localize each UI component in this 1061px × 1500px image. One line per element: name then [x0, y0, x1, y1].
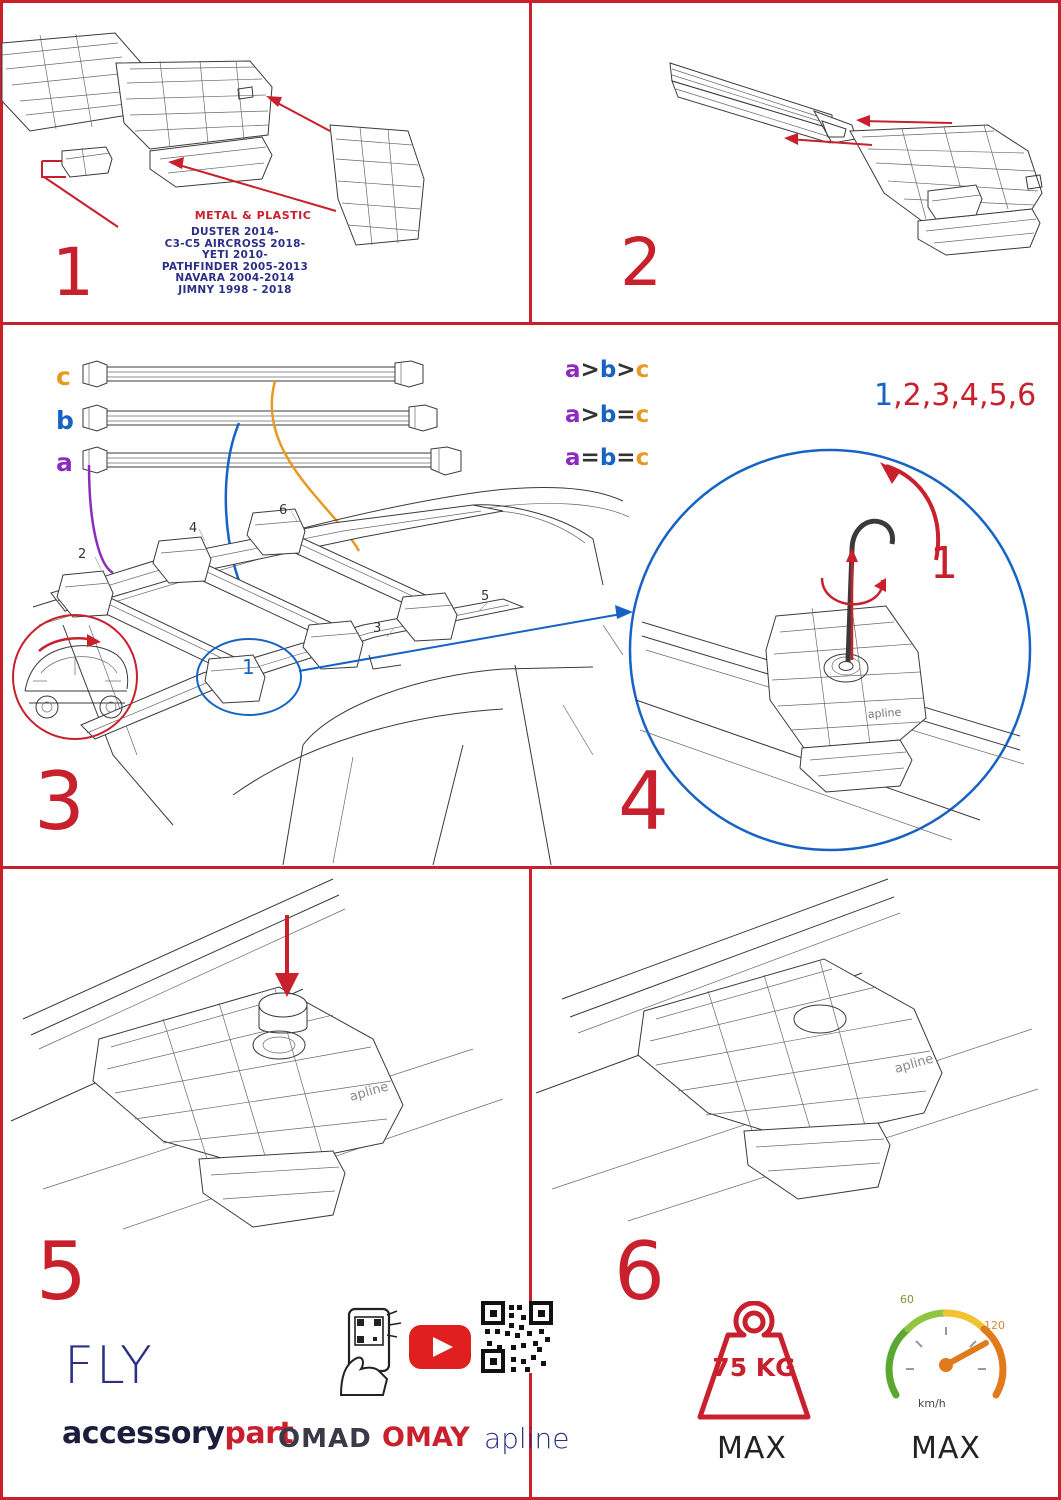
point-marker-4: 4	[189, 521, 198, 536]
speed-max-label: MAX	[911, 1431, 981, 1466]
gauge-tick-60: 60	[900, 1293, 914, 1306]
sequence-first: 1	[874, 378, 894, 413]
relation-op: =	[616, 402, 636, 428]
brand-accessory: accessory	[62, 1416, 225, 1451]
vehicle-item: YETI 2010-	[201, 249, 269, 261]
relation-b: b	[599, 402, 617, 428]
step-number-1: 1	[52, 234, 93, 311]
panel-step-2	[532, 3, 1058, 322]
vehicle-item: JIMNY 1998 - 2018	[178, 283, 292, 296]
step-number-6: 6	[614, 1225, 664, 1318]
step-number-3: 3	[34, 755, 84, 848]
brand-omay: OMAY	[382, 1422, 470, 1453]
scan-phone-icon	[331, 1307, 405, 1397]
brand-accessorypart	[62, 1416, 293, 1451]
relation-op: >	[580, 357, 600, 383]
vehicle-item: PATHFINDER 2005-2013	[161, 260, 309, 273]
bar-label-a: a	[56, 448, 73, 477]
point-marker-3: 3	[373, 621, 382, 636]
relation-op: >	[616, 357, 636, 383]
brand-omad: OMAD	[278, 1424, 372, 1454]
sequence-rest: ,2,3,4,5,6	[893, 378, 1037, 413]
vehicle-item: DUSTER 2014-	[190, 226, 280, 238]
bar-label-b: b	[56, 406, 74, 435]
relation-op: =	[616, 445, 636, 471]
brand-fly: FLY	[64, 1336, 154, 1396]
step4-callout-1: 1	[930, 538, 958, 589]
relation-a: a	[565, 445, 581, 471]
point-marker-6: 6	[279, 503, 288, 518]
vehicle-item: C3-C5 AIRCROSS 2018-	[164, 237, 306, 250]
svg-text:apline: apline	[347, 1079, 391, 1105]
point-marker-2: 2	[78, 547, 87, 562]
svg-text:apline: apline	[867, 705, 902, 721]
relation-a: a	[565, 357, 581, 383]
step-number-5: 5	[36, 1225, 86, 1318]
relation-b: b	[599, 357, 617, 383]
weight-max-label: MAX	[717, 1431, 787, 1466]
brand-apline: apline	[484, 1422, 570, 1455]
tighten-sequence-label	[874, 378, 1036, 413]
point-marker-5: 5	[481, 589, 490, 604]
gauge-tick-120: 120	[984, 1319, 1005, 1332]
speed-unit-label: km/h	[918, 1397, 946, 1410]
metal-plastic-note: METAL & PLASTIC	[194, 209, 312, 222]
bar-label-c: c	[56, 362, 71, 391]
panel-step-6	[532, 869, 1058, 1497]
relation-row-1	[565, 357, 649, 383]
youtube-icon[interactable]	[409, 1325, 471, 1369]
relation-c: c	[635, 445, 650, 471]
panel-step-4	[600, 400, 1058, 865]
step-number-4: 4	[618, 755, 668, 848]
relation-c: c	[635, 357, 650, 383]
relation-b: b	[599, 445, 617, 471]
relation-op: =	[580, 445, 600, 471]
brand-part: part	[224, 1416, 294, 1451]
circled-marker-1: 1	[242, 655, 255, 679]
relation-op: >	[580, 402, 600, 428]
relation-a: a	[565, 402, 581, 428]
vehicle-item: NAVARA 2004-2014	[175, 272, 295, 284]
svg-text:apline: apline	[892, 1051, 936, 1077]
weight-limit-value: 75 KG	[712, 1353, 796, 1382]
speed-limit-icon	[876, 1291, 1016, 1421]
vehicle-compat-list	[100, 227, 370, 296]
panel-step-5	[3, 869, 570, 1497]
step-number-2: 2	[620, 224, 661, 301]
relation-c: c	[635, 402, 650, 428]
